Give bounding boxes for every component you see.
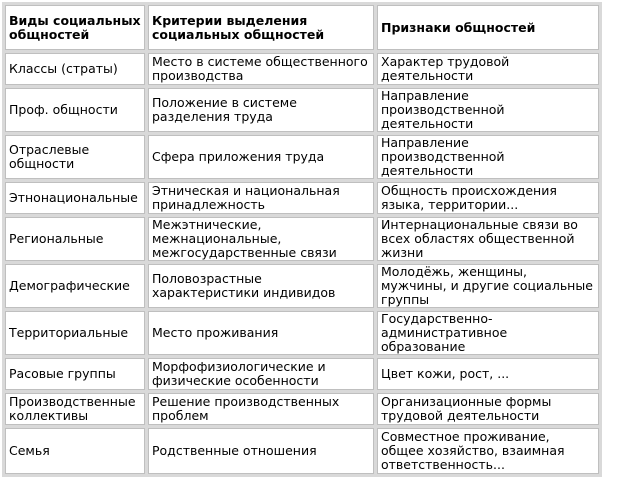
cell-criteria: Сфера приложения труда bbox=[148, 135, 374, 179]
table-row bbox=[5, 264, 599, 308]
cell-type: Семья bbox=[5, 428, 145, 474]
cell-features: Направление производственной деятельности bbox=[377, 88, 599, 132]
cell-features: Общность происхождения языка, территории... bbox=[377, 182, 599, 214]
header-cell-criteria: Критерии выделения социальных общностей bbox=[148, 5, 374, 50]
table-row bbox=[5, 182, 599, 214]
table-row bbox=[5, 358, 599, 390]
header-cell-types: Виды социальных общностей bbox=[5, 5, 145, 50]
cell-features: Молодёжь, женщины, мужчины, и другие социальные группы bbox=[377, 264, 599, 308]
cell-features: Цвет кожи, рост, ... bbox=[377, 358, 599, 390]
table-row bbox=[5, 311, 599, 355]
cell-type: Расовые группы bbox=[5, 358, 145, 390]
cell-criteria: Этническая и национальная принадлежность bbox=[148, 182, 374, 214]
cell-type: Территориальные bbox=[5, 311, 145, 355]
table-row bbox=[5, 88, 599, 132]
cell-criteria: Морфофизиологические и физические особенности bbox=[148, 358, 374, 390]
cell-criteria: Родственные отношения bbox=[148, 428, 374, 474]
cell-criteria: Положение в системе разделения труда bbox=[148, 88, 374, 132]
header-cell-features: Признаки общностей bbox=[377, 5, 599, 50]
cell-type: Этнонациональные bbox=[5, 182, 145, 214]
cell-type: Региональные bbox=[5, 217, 145, 261]
table-header-row bbox=[5, 5, 599, 50]
cell-criteria: Половозрастные характеристики индивидов bbox=[148, 264, 374, 308]
cell-type: Классы (страты) bbox=[5, 53, 145, 85]
cell-features: Интернациональные связи во всех областях общественной жизни bbox=[377, 217, 599, 261]
table-row bbox=[5, 135, 599, 179]
table-row bbox=[5, 217, 599, 261]
cell-type: Проф. общности bbox=[5, 88, 145, 132]
cell-features: Организационные формы трудовой деятельности bbox=[377, 393, 599, 425]
cell-type: Отраслевые общности bbox=[5, 135, 145, 179]
cell-features: Характер трудовой деятельности bbox=[377, 53, 599, 85]
cell-criteria: Межэтнические, межнациональные, межгосударственные связи bbox=[148, 217, 374, 261]
cell-type: Производственные коллективы bbox=[5, 393, 145, 425]
cell-criteria: Место проживания bbox=[148, 311, 374, 355]
cell-type: Демографические bbox=[5, 264, 145, 308]
cell-features: Направление производственной деятельности bbox=[377, 135, 599, 179]
table-row bbox=[5, 393, 599, 425]
social-communities-table bbox=[2, 2, 602, 477]
cell-criteria: Решение производственных проблем bbox=[148, 393, 374, 425]
cell-features: Совместное проживание, общее хозяйство, взаимная ответственность... bbox=[377, 428, 599, 474]
table-row bbox=[5, 428, 599, 474]
cell-criteria: Место в системе общественного производства bbox=[148, 53, 374, 85]
cell-features: Государственно-административное образование bbox=[377, 311, 599, 355]
table-row bbox=[5, 53, 599, 85]
